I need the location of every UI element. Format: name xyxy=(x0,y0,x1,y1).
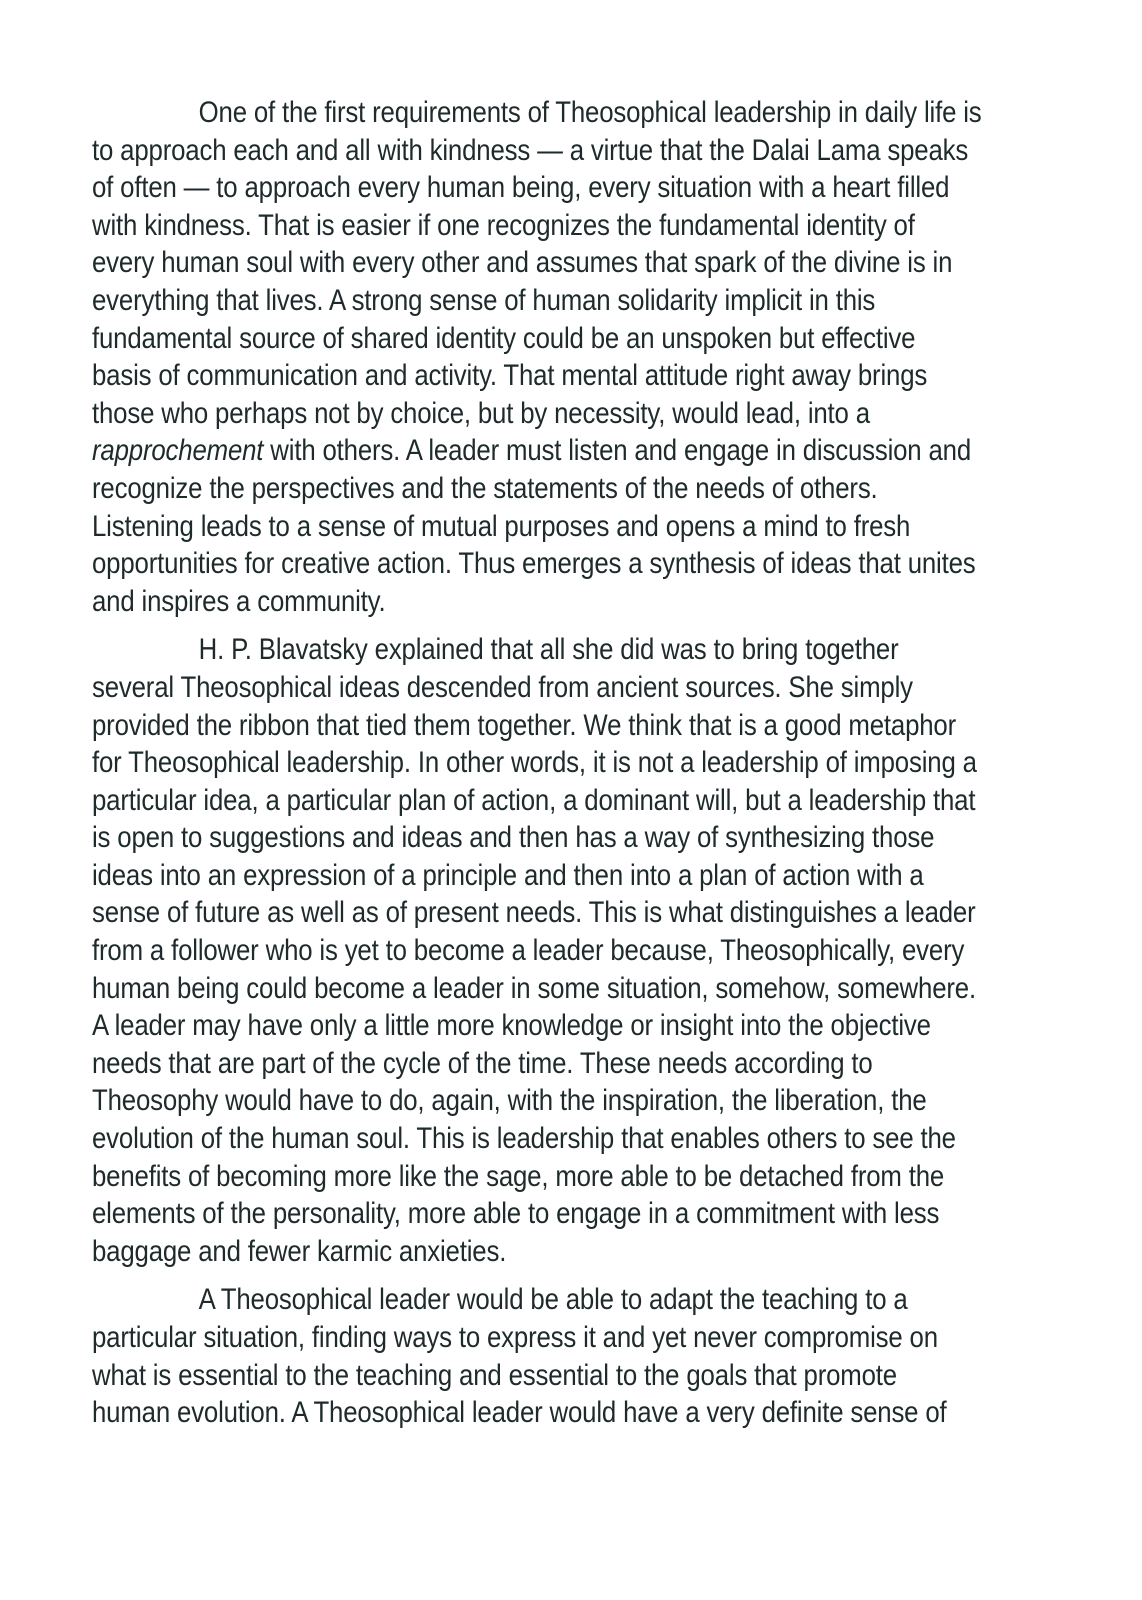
text-line: ideas into an expression of a principle and then into a plan of action with a xyxy=(92,858,924,892)
text-line: elements of the personality, more able to engage in a commitment with less xyxy=(92,1197,940,1231)
text-line: several Theosophical ideas descended from ancient sources. She simply xyxy=(92,670,913,704)
paragraph-1 xyxy=(92,94,1052,620)
text-line: to approach each and all with kindness — a virtue that the Dalai Lama speaks xyxy=(92,133,969,167)
text-line: A leader may have only a little more knowledge or insight into the objective xyxy=(92,1009,931,1043)
text-line: H. P. Blavatsky explained that all she did was to bring together xyxy=(198,633,899,667)
text-line: everything that lives. A strong sense of human solidarity implicit in this xyxy=(92,283,876,317)
text-line: basis of communication and activity. That mental attitude right away brings xyxy=(92,359,928,393)
text-span: with others. A leader must listen and engage in discussion and xyxy=(263,434,972,468)
text-line: of often — to approach every human being, every situation with a heart filled xyxy=(92,171,950,205)
paragraph-3 xyxy=(92,1281,1052,1431)
text-line: human evolution. A Theosophical leader would have a very definite sense of xyxy=(92,1396,947,1430)
text-line: provided the ribbon that tied them together. We think that is a good metaphor xyxy=(92,708,957,742)
text-line: A Theosophical leader would be able to adapt the teaching to a xyxy=(198,1283,908,1317)
text-line: what is essential to the teaching and essential to the goals that promote xyxy=(92,1358,897,1392)
text-line: every human soul with every other and assumes that spark of the divine is in xyxy=(92,246,953,280)
text-line: is open to suggestions and ideas and then has a way of synthesizing those xyxy=(92,821,935,855)
text-line: those who perhaps not by choice, but by necessity, would lead, into a xyxy=(92,396,870,430)
text-line: Theosophy would have to do, again, with the inspiration, the liberation, the xyxy=(92,1084,927,1118)
text-line: evolution of the human soul. This is leadership that enables others to see the xyxy=(92,1122,956,1156)
text-line: for Theosophical leadership. In other words, it is not a leadership of imposing a xyxy=(92,746,977,780)
text-line xyxy=(92,432,972,470)
document-page xyxy=(92,94,1052,1443)
text-line: baggage and fewer karmic anxieties. xyxy=(92,1234,507,1268)
text-line: fundamental source of shared identity could be an unspoken but effective xyxy=(92,321,916,355)
italic-term: rapprochement xyxy=(92,434,264,468)
text-line: human being could become a leader in some situation, somehow, somewhere. xyxy=(92,971,976,1005)
text-line: with kindness. That is easier if one recognizes the fundamental identity of xyxy=(92,208,915,242)
text-line: One of the first requirements of Theosophical leadership in daily life is xyxy=(198,96,982,129)
text-line: opportunities for creative action. Thus emerges a synthesis of ideas that unites xyxy=(92,547,976,581)
paragraph-2 xyxy=(92,631,1052,1270)
text-line: particular situation, finding ways to express it and yet never compromise on xyxy=(92,1321,938,1354)
text-line: recognize the perspectives and the statements of the needs of others. xyxy=(92,471,878,505)
text-line: Listening leads to a sense of mutual purposes and opens a mind to fresh xyxy=(92,509,911,543)
text-line: particular idea, a particular plan of action, a dominant will, but a leadership that xyxy=(92,783,976,817)
text-line: needs that are part of the cycle of the time. These needs according to xyxy=(92,1046,873,1080)
text-line: sense of future as well as of present needs. This is what distinguishes a leader xyxy=(92,896,976,930)
text-line: from a follower who is yet to become a leader because, Theosophically, every xyxy=(92,934,965,968)
text-line: benefits of becoming more like the sage, more able to be detached from the xyxy=(92,1159,945,1193)
text-line: and inspires a community. xyxy=(92,584,386,618)
